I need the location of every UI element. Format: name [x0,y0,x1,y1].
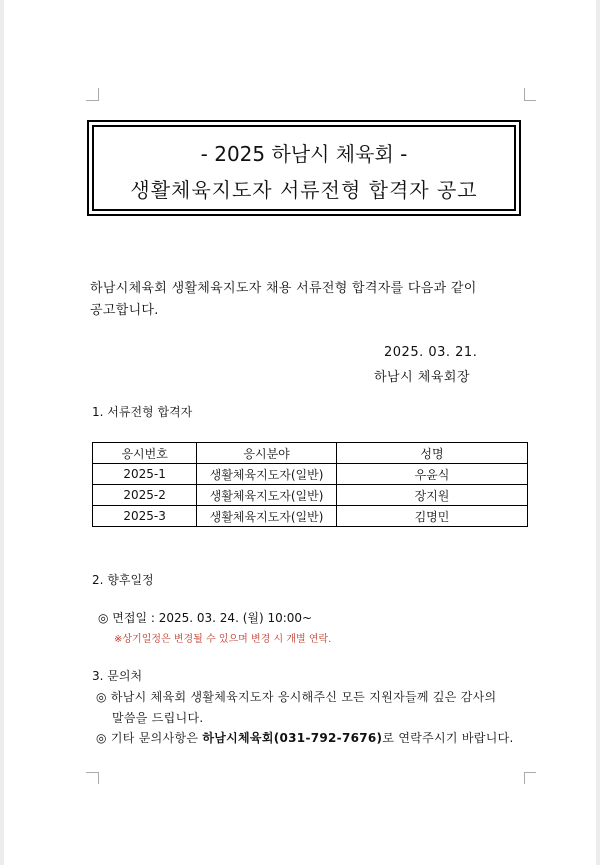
margin-mark-top-left-h [86,100,98,101]
table-row [93,485,528,506]
announcement-date: 2025. 03. 21. [384,345,478,360]
table-header-row [93,443,528,464]
cell-name: 우윤식 [336,464,527,485]
cell-name: 장지원 [336,485,527,506]
contact-phone: 하남시체육회(031-792-7676) [202,731,383,745]
title-line-2: 생활체육지도자 서류전형 합격자 공고 [130,178,478,202]
schedule-note: ※상기일정은 변경될 수 있으며 변경 시 개별 연락. [114,634,332,645]
thanks-line-2: 말씀을 드립니다. [112,711,204,725]
thanks-paragraph [96,687,536,729]
section-3-heading: 3. 문의처 [92,669,143,683]
cell-number: 2025-2 [93,485,197,506]
document-page [4,0,596,865]
cell-field: 생활체육지도자(일반) [197,506,337,527]
margin-mark-bottom-right-h [524,772,536,773]
margin-mark-top-right [524,88,525,100]
title-line-1: - 2025 하남시 체육회 - [200,142,408,166]
margin-mark-bottom-left-h [86,772,98,773]
cell-field: 생활체육지도자(일반) [197,464,337,485]
intro-line-2: 공고합니다. [90,303,159,318]
margin-mark-bottom-right [524,772,525,784]
applicants-table [92,442,528,527]
intro-line-1: 하남시체육회 생활체육지도자 채용 서류전형 합격자를 다음과 같이 [90,281,477,296]
cell-number: 2025-3 [93,506,197,527]
intro-paragraph [90,278,530,322]
margin-mark-bottom-left [98,772,99,784]
margin-mark-top-right-h [524,100,536,101]
contact-prefix: ◎ 기타 문의사항은 [96,731,203,745]
thanks-line-1: ◎ 하남시 체육회 생활체육지도자 응시해주신 모든 지원자들께 깊은 감사의 [96,690,497,704]
organization-signature: 하남시 체육회장 [374,370,471,385]
cell-field: 생활체육지도자(일반) [197,485,337,506]
contact-paragraph [96,729,514,746]
contact-suffix: 로 연락주시기 바랍니다. [382,731,514,745]
section-2-heading: 2. 향후일정 [92,573,154,587]
table-row [93,506,528,527]
column-header-number: 응시번호 [93,443,197,464]
column-header-name: 성명 [336,443,527,464]
interview-date: ◎ 면접일 : 2025. 03. 24. (월) 10:00~ [98,611,313,625]
table-row [93,464,528,485]
margin-mark-top-left [98,88,99,101]
column-header-field: 응시분야 [197,443,337,464]
title-box [87,120,521,216]
cell-name: 김명민 [336,506,527,527]
section-1-heading: 1. 서류전형 합격자 [92,405,193,419]
cell-number: 2025-1 [93,464,197,485]
